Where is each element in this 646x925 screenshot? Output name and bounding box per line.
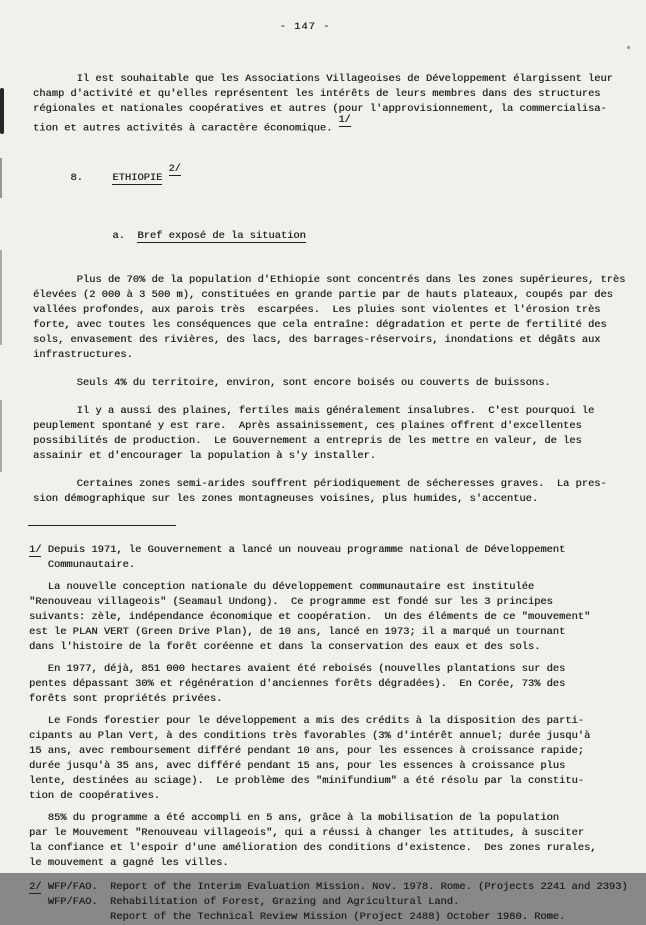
scan-edge-artifact [0, 88, 4, 134]
text-line: régionales et nationales coopératives et autres (pour l'approvisionnement, la commercialisa- [33, 103, 607, 115]
text-line: champ d'activité et qu'elles représentent les intérêts de leurs membres dans des structures [33, 88, 601, 100]
footnote-1-para-5 [29, 811, 646, 871]
footnote-ref-1: 1/ [338, 114, 351, 126]
text-line: le mouvement a gagné les villes. [29, 856, 229, 869]
text-line: Certaines zones semi-arides souffrent périodiquement de sécheresses graves. La pres- [33, 477, 607, 490]
text-line: suivants: zèle, indépendance économique et coopération. Un des éléments de ce "mouvement" [29, 610, 591, 623]
section-heading-ethiopie [33, 151, 646, 200]
footnote-text: Depuis 1971, le Gouvernement a lancé un nouveau programme national de Développement [41, 543, 566, 556]
text-line: Communautaire. [29, 558, 136, 571]
paragraph-territoire [33, 376, 646, 391]
text-line: Plus de 70% de la population d'Ethiopie sont concentrés dans les zones supérieures, très [33, 273, 626, 286]
paragraph-text: tion et autres activités à caractère économique. [33, 122, 339, 135]
footnote-1-label: 1/ [29, 543, 42, 556]
paragraph-intro [33, 72, 646, 117]
text-line: la confiance et l'espoir d'une amélioration des conditions d'existence. Des zones rurales, [29, 841, 597, 854]
footnote-2-continuation [29, 895, 646, 925]
footnotes-section [29, 543, 646, 925]
text-line: infrastructures. [33, 348, 133, 361]
text-line: Le Fonds forestier pour le développement a mis des crédits à la disposition des parti- [29, 714, 584, 727]
text-line: sols, envasement des rivières, des lacs, des barrages-réservoirs, inondations et dégâts aux [33, 333, 601, 346]
text-line: sion démographique sur les zones montagneuses voisines, plus humides, s'accentue. [33, 492, 539, 505]
text-line: assainir et d'encourager la population à s'y installer. [33, 449, 376, 462]
footnote-text: WFP/FAO. Report of the Interim Evaluation Mission. Nov. 1978. Rome. (Projects 2241 and 2393) [41, 880, 628, 893]
text-line: lente, destinées au sciage). Le problème des "minifundium" a été résolu par la constitu- [29, 774, 584, 787]
subsection-title: Bref exposé de la situation [137, 229, 306, 242]
section-title: ETHIOPIE [112, 171, 163, 184]
paragraph-intro-last-line [33, 114, 646, 136]
footnote-2-label-line [29, 880, 646, 895]
text-line: 85% du programme a été accompli en 5 ans, grâce à la mobilisation de la population [29, 811, 560, 824]
paragraph-plaines [33, 404, 646, 464]
text-line: forte, avec toutes les conséquences que cela entraîne: dégradation et perte de fertilité des [33, 318, 607, 331]
footnote-ref-2: 2/ [168, 163, 181, 175]
text-line: Report of the Technical Review Mission (Project 2488) October 1980. Rome. [29, 910, 566, 923]
text-line: Seuls 4% du territoire, environ, sont encore boisés ou couverts de buissons. [33, 376, 551, 389]
scan-edge-artifact [0, 400, 2, 472]
text-line: tion de coopératives. [29, 789, 160, 802]
footnote-1 [29, 543, 646, 871]
text-line: pentes dépassant 30% et régénération d'anciennes forêts dégradées). En Corée, 73% des [29, 677, 566, 690]
text-line: dans l'histoire de la forêt coréenne et dans la conservation des eaux et des sols. [29, 640, 541, 653]
text-line: par le Mouvement "Renouveau villageois", qui a réussi à changer les attitudes, à susciter [29, 826, 584, 839]
text-line: 15 ans, avec remboursement différé pendant 10 ans, pour les essences à croissance rapide; [29, 744, 584, 757]
subsection-letter: a. [112, 229, 125, 242]
text-line: durée jusqu'à 35 ans, avec différé pendant 15 ans, pour les essences à croissance plus [29, 759, 566, 772]
footnote-1-para-2 [29, 580, 646, 655]
scan-edge-artifact [0, 250, 2, 345]
text-line: WFP/FAO. Rehabilitation of Forest, Grazing and Agricultural Land. [29, 895, 460, 908]
text-line: "Renouveau villageois" (Seamaul Undong). Ce programme est fondé sur les 3 principes [29, 595, 553, 608]
text-line: En 1977, déjà, 851 000 hectares avaient été reboisés (nouvelles plantations sur des [29, 662, 566, 675]
page-number: - 147 - [279, 21, 331, 33]
text-line: forêts sont propriétés privées. [29, 692, 223, 705]
footnote-1-label-line [29, 543, 646, 558]
text-line: possibilités de production. Le Gouvernement a entrepris de les mettre en valeur, de les [33, 434, 582, 447]
section-number: 8. [70, 171, 83, 184]
text-line: La nouvelle conception nationale du développement communautaire est institulée [29, 580, 535, 593]
scan-speck-artifact [627, 46, 630, 49]
footnote-1-para-4 [29, 714, 646, 804]
text-line: est le PLAN VERT (Green Drive Plan), de 10 ans, lancé en 1973; il a marqué un tournant [29, 625, 566, 638]
text-line: Il est souhaitable que les Associations Villageoises de Développement élargissent leur [33, 73, 613, 85]
footnote-divider [28, 525, 176, 526]
scan-edge-artifact [0, 158, 2, 198]
footnote-1-para-3 [29, 662, 646, 707]
footnote-2 [29, 880, 646, 925]
text-line: cipants au Plan Vert, à des conditions très favorables (3% d'intérêt annuel; durée jusqu'à [29, 729, 591, 742]
paragraph-zones-arides [33, 477, 646, 507]
footnote-1-para-1 [29, 558, 646, 573]
text-line: vallées profondes, aux parois très escarpées. Les pluies sont violentes et l'érosion très [33, 303, 601, 316]
text-line: élevées (2 000 à 3 500 m), constituées en grande partie par de hauts plateaux, coupés par des [33, 288, 613, 301]
paragraph-population [33, 273, 646, 363]
text-line: peuplement spontané y est rare. Après assainissement, ces plaines offrent d'excellentes [33, 419, 582, 432]
text-line: Il y a aussi des plaines, fertiles mais généralement insalubres. C'est pourquoi le [33, 404, 595, 417]
subsection-heading [75, 214, 646, 259]
footnote-2-label: 2/ [29, 880, 42, 893]
